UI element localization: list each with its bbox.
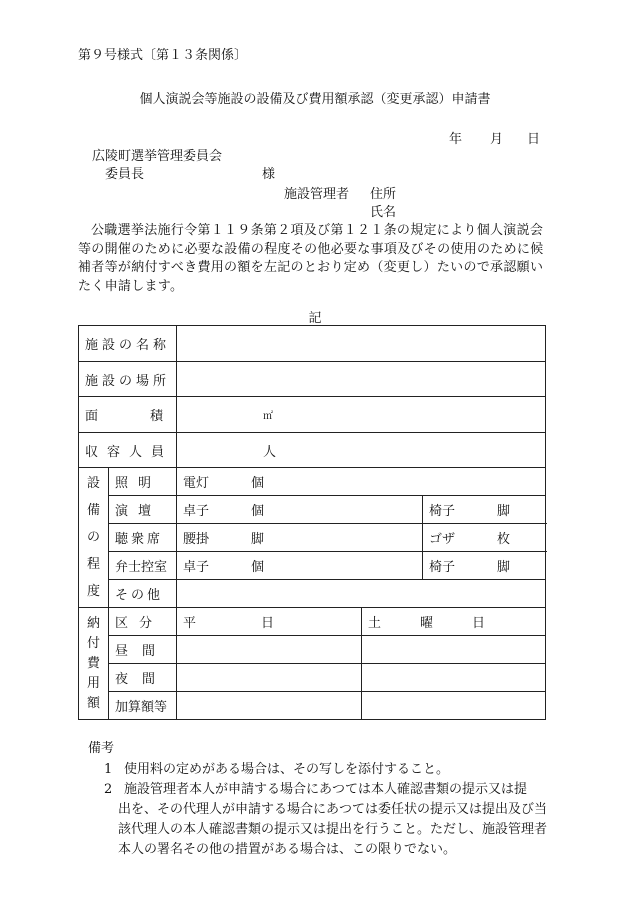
facility-name-label: 施設の名称 [79,326,177,362]
area-label-cell [79,397,177,433]
table-row [79,326,546,362]
audience-field-2[interactable] [423,524,546,552]
note-text: 使用料の定めがある場合は、その写しを添付すること。 [124,762,450,777]
lighting-item: 電灯 [183,476,210,491]
other-field[interactable] [177,580,546,608]
fee-row-label: 昼間 [109,636,177,664]
note-item [104,780,564,800]
addressee-chair: 委員長 [105,167,145,182]
area-field[interactable] [177,397,546,433]
notes-title: 備考 [88,741,115,756]
lighting-field[interactable] [177,468,546,496]
note-number: 2 [104,782,113,797]
addressee-committee: 広陵町選挙管理委員会 [92,149,223,164]
form-number: 第９号様式〔第１３条関係〕 [78,48,248,63]
capacity-unit: 人 [263,444,277,460]
table-row [79,636,546,664]
table-row [79,552,546,580]
fee-night-saturday[interactable] [362,664,546,692]
equipment-group-char: 設 [86,476,100,491]
table-row [79,580,546,608]
speaker-room-unit-1: 個 [251,560,265,575]
stage-field-2[interactable] [423,496,546,524]
area-label-char: 面 [85,409,99,424]
note-text: 施設管理者本人が申請する場合にあつては本人確認書類の提示又は提 [124,782,528,797]
other-label: その他 [109,580,177,608]
speaker-room-unit-2: 脚 [497,560,511,575]
facility-location-field[interactable] [177,362,546,397]
date-month-label: 月 [490,132,504,147]
capacity-label: 収容人員 [79,433,177,468]
fee-group-char: 用 [86,675,100,691]
equipment-group-label [79,468,109,608]
date-day-label: 日 [527,132,541,147]
speaker-room-item-2: 椅子 [429,560,456,575]
stage-unit-1: 個 [251,504,265,519]
fee-daytime-weekday[interactable] [177,636,362,664]
stage-field-1[interactable] [177,496,423,524]
stage-item-1: 卓子 [183,504,210,519]
lighting-unit: 個 [251,476,265,491]
table-row [79,608,546,636]
audience-field-1[interactable] [177,524,423,552]
audience-unit-2: 枚 [497,532,511,547]
equipment-group-char: 度 [86,584,100,599]
lighting-label: 照明 [109,468,177,496]
fee-group-char: 額 [86,695,100,711]
fee-group-char: 付 [86,635,100,651]
table-row [79,397,546,433]
stage-item-2: 椅子 [429,504,456,519]
facility-name-field[interactable] [177,326,546,362]
applicant-role: 施設管理者 [284,187,350,202]
fee-daytime-saturday[interactable] [362,636,546,664]
fee-extra-weekday[interactable] [177,692,362,720]
equipment-group-char: 備 [86,503,100,518]
fee-header-saturday: 土 曜 日 [362,608,546,636]
speaker-room-item-1: 卓子 [183,560,210,575]
fee-group-label [79,608,109,720]
speaker-room-label: 弁士控室 [109,552,177,580]
note-number: 1 [104,762,113,777]
application-body-text: 公職選挙法施行令第１１９条第２項及び第１２１条の規定により個人演説会等の開催のために必要な設備の程度その他必要な事項及びその使用のために候補者等が納付すべき費用の額を左記のとおり定め（変更し）たいので承認願いたく申請します。 [78,223,544,294]
equipment-group-char: 程 [86,557,100,572]
capacity-field[interactable] [177,433,546,468]
fee-category-label: 区分 [109,608,177,636]
table-row [79,468,546,496]
fee-header-weekday: 平 日 [177,608,362,636]
date-year-label: 年 [449,132,463,147]
facility-equipment-table [78,325,546,720]
audience-unit-1: 脚 [251,532,265,547]
applicant-name-label: 氏名 [370,205,397,220]
audience-item-2: ゴザ [429,532,456,547]
table-row [79,496,546,524]
note-item [104,760,564,780]
area-label-char: 積 [149,409,163,424]
table-row [79,524,546,552]
stage-unit-2: 脚 [497,504,511,519]
facility-location-label: 施設の場所 [79,362,177,397]
table-row [79,664,546,692]
stage-label: 演壇 [109,496,177,524]
table-row [79,433,546,468]
note-text-continued: 出を、その代理人が申請する場合にあつては委任状の提示又は提出及び当該代理人の本人確認書類の提示又は提出を行うこと。ただし、施設管理者本人の署名その他の措置がある場合は、この限りでない。 [118,802,548,857]
fee-group-char: 納 [86,615,100,631]
fee-extra-saturday[interactable] [362,692,546,720]
equipment-group-char: の [86,530,100,545]
speaker-room-field-1[interactable] [177,552,423,580]
table-row [79,362,546,397]
fee-row-label: 夜間 [109,664,177,692]
applicant-address-label: 住所 [370,187,397,202]
table-row [79,692,546,720]
area-unit: ㎡ [263,410,274,422]
fee-night-weekday[interactable] [177,664,362,692]
fee-row-label: 加算額等 [109,692,177,720]
speaker-room-field-2[interactable] [423,552,546,580]
fee-group-char: 費 [86,655,100,671]
ki-heading: 記 [308,311,322,326]
audience-label: 聴衆席 [109,524,177,552]
audience-item-1: 腰掛 [183,532,210,547]
document-title: 個人演説会等施設の設備及び費用額承認（変更承認）申請書 [139,92,491,107]
addressee-honorific: 様 [262,167,276,182]
